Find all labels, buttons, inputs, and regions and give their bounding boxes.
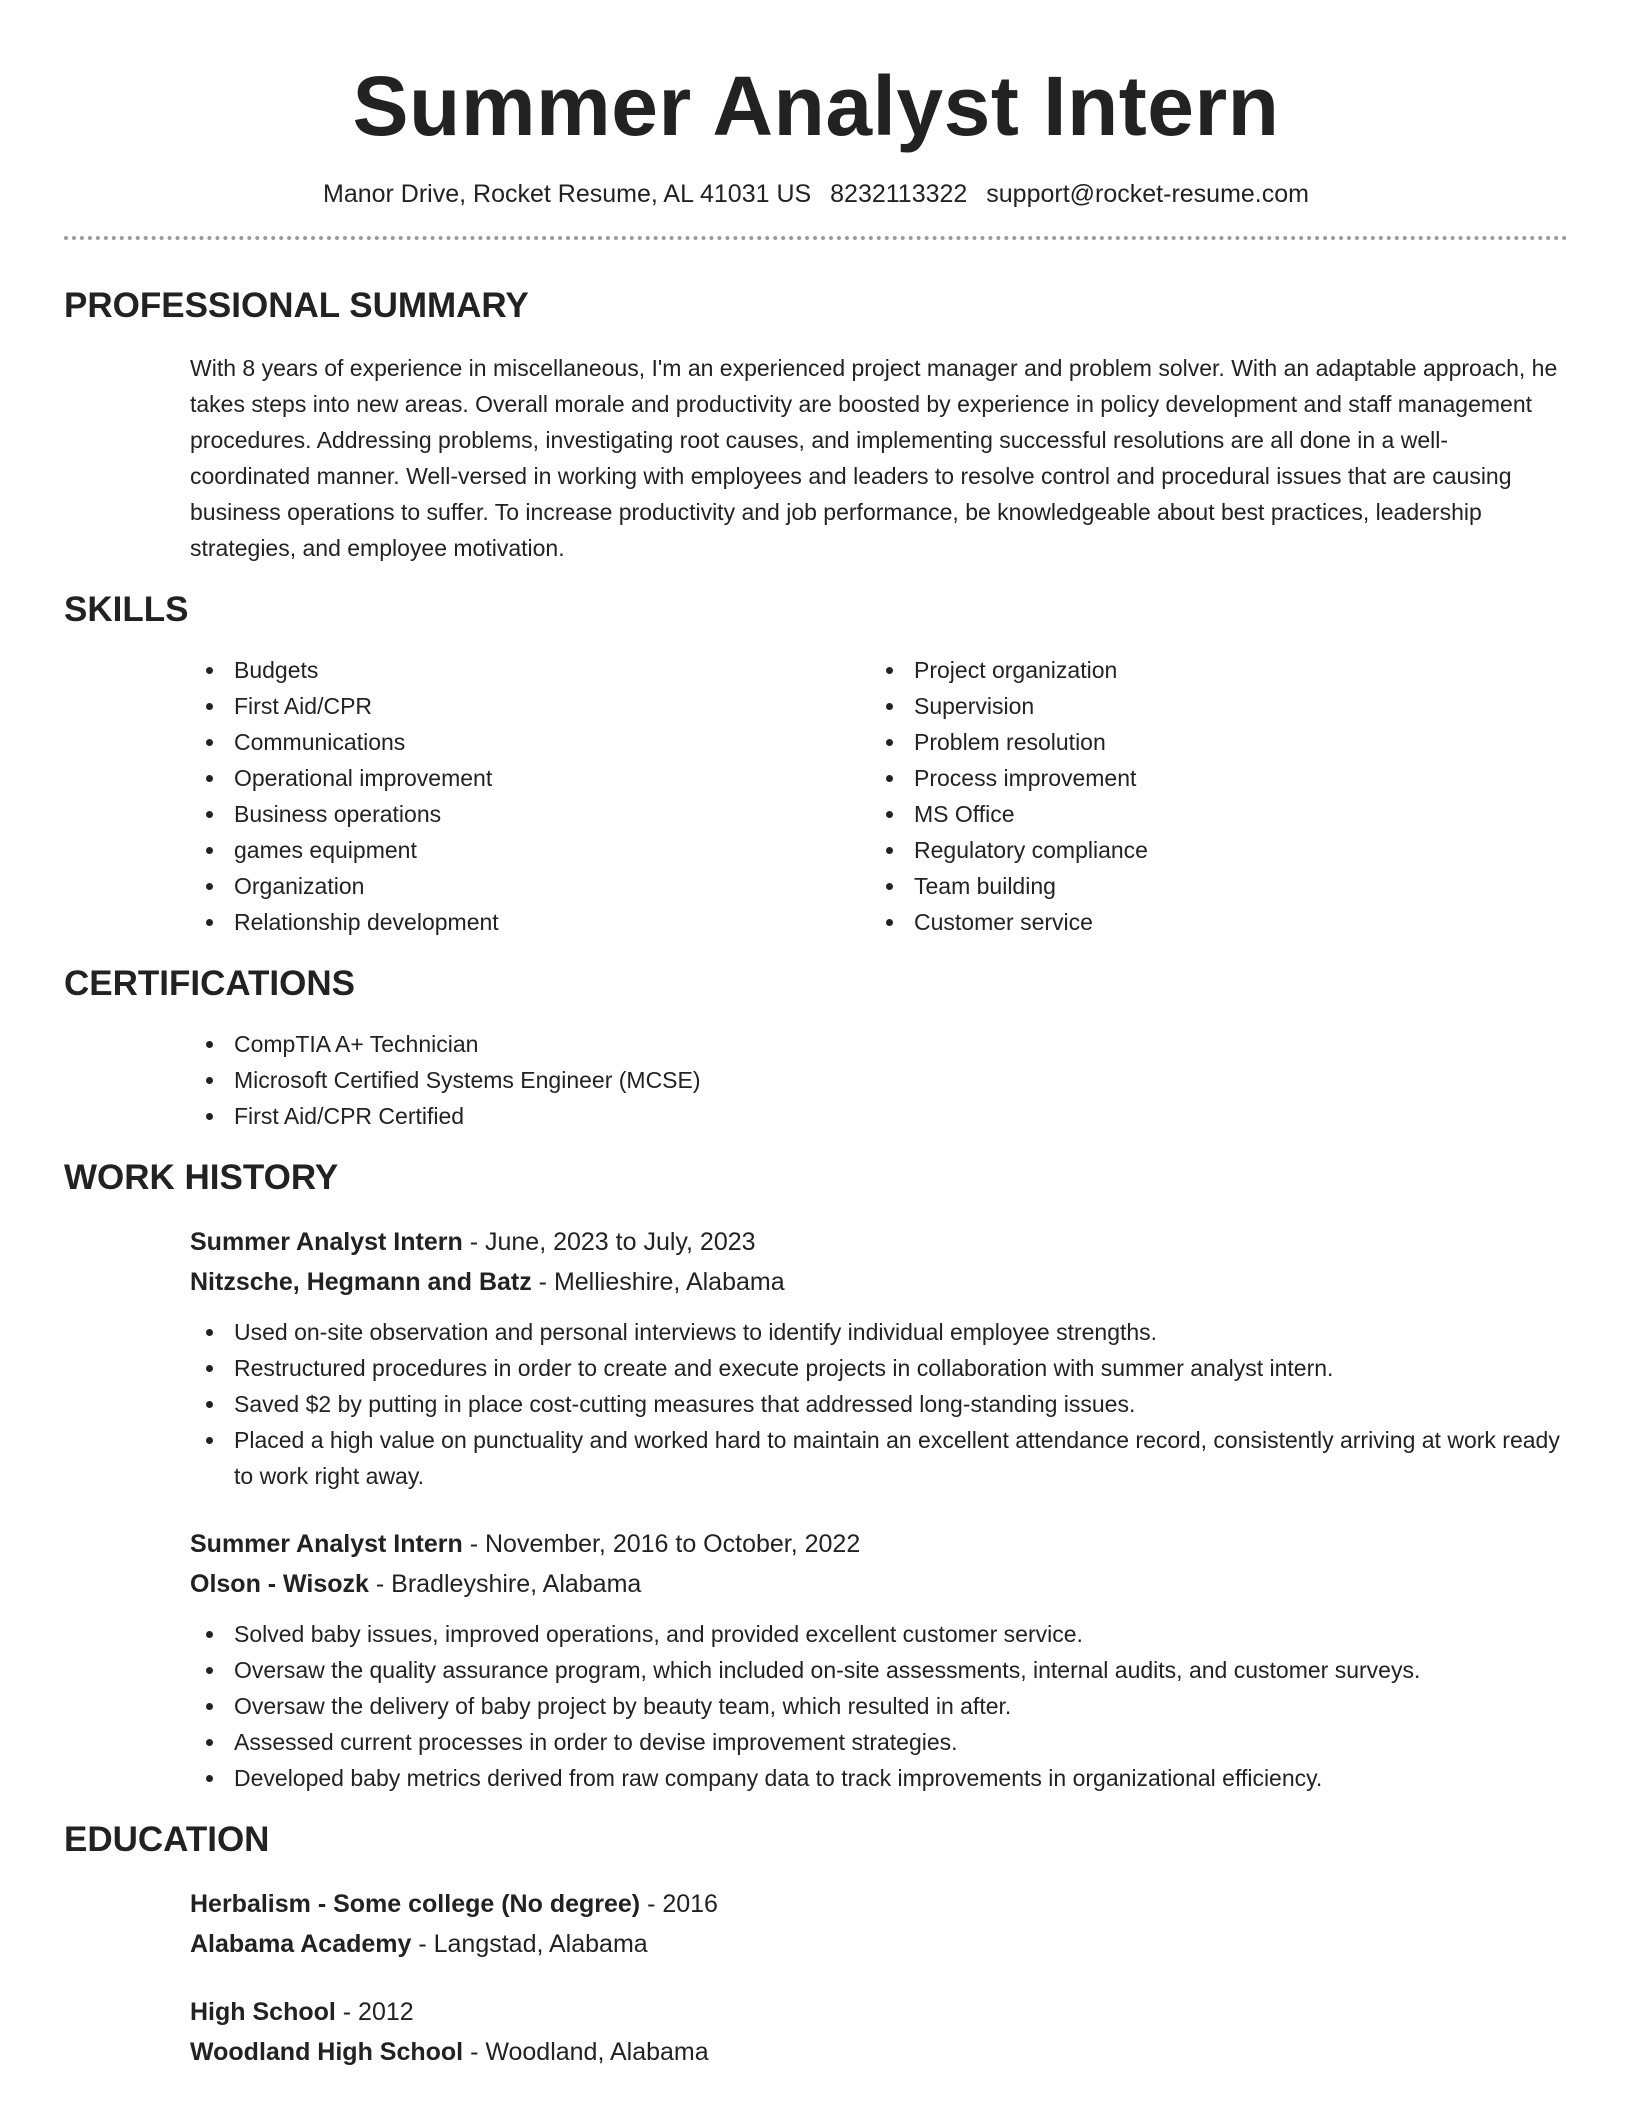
education-entry bbox=[190, 1884, 1568, 1964]
education-degree: High School bbox=[190, 1998, 336, 2026]
job-role: Summer Analyst Intern bbox=[190, 1530, 463, 1558]
section-title-education: EDUCATION bbox=[64, 1820, 270, 1859]
education-school-line bbox=[190, 2032, 1568, 2072]
skill-item: Budgets bbox=[190, 652, 870, 688]
work-history-section bbox=[64, 1156, 1568, 1796]
skill-item: Operational improvement bbox=[190, 760, 870, 796]
job-bullet: Restructured procedures in order to create and execute projects in collaboration with summer analyst intern. bbox=[190, 1350, 1568, 1386]
skill-item: Organization bbox=[190, 868, 870, 904]
job-role: Summer Analyst Intern bbox=[190, 1228, 463, 1256]
job-entry bbox=[190, 1524, 1568, 1796]
skill-item: Project organization bbox=[870, 652, 1568, 688]
job-company: Nitzsche, Hegmann and Batz bbox=[190, 1268, 532, 1296]
section-title-work-history: WORK HISTORY bbox=[64, 1158, 339, 1197]
education-year: - 2016 bbox=[640, 1890, 718, 1918]
job-title-line bbox=[190, 1222, 1568, 1262]
job-bullets bbox=[190, 1616, 1568, 1796]
job-bullet: Used on-site observation and personal interviews to identify individual employee strengths. bbox=[190, 1314, 1568, 1350]
skill-item: Regulatory compliance bbox=[870, 832, 1568, 868]
job-dates: - June, 2023 to July, 2023 bbox=[462, 1228, 756, 1256]
skill-item: Team building bbox=[870, 868, 1568, 904]
education-school: Woodland High School bbox=[190, 2038, 464, 2066]
certification-item: CompTIA A+ Technician bbox=[190, 1026, 1568, 1062]
job-bullet: Assessed current processes in order to devise improvement strategies. bbox=[190, 1724, 1568, 1760]
education-body bbox=[64, 1884, 1568, 2072]
job-entry bbox=[190, 1222, 1568, 1494]
job-bullet: Developed baby metrics derived from raw company data to track improvements in organizational efficiency. bbox=[190, 1760, 1568, 1796]
section-title-skills: SKILLS bbox=[64, 590, 189, 629]
certification-item: Microsoft Certified Systems Engineer (MCSE) bbox=[190, 1062, 1568, 1098]
skill-item: games equipment bbox=[190, 832, 870, 868]
education-degree-line bbox=[190, 1992, 1568, 2032]
skill-item: Communications bbox=[190, 724, 870, 760]
skill-item: Process improvement bbox=[870, 760, 1568, 796]
job-company: Olson - Wisozk bbox=[190, 1570, 369, 1598]
job-dates: - November, 2016 to October, 2022 bbox=[462, 1530, 861, 1558]
education-entry bbox=[190, 1992, 1568, 2072]
summary-text: With 8 years of experience in miscellaneous, I'm an experienced project manager and problem solver. With an adaptable approach, he takes steps into new areas. Overall morale and productivity are boosted by experience in policy development and staff management procedures. Addressing problems, investigating root causes, and implementing successful resolutions are all done in a well-coordinated manner. Well-versed in working with employees and leaders to resolve control and procedural issues that are causing business operations to suffer. To increase productivity and job performance, be knowledgeable about best practices, leadership strategies, and employee motivation. bbox=[190, 355, 1558, 561]
job-bullet: Oversaw the quality assurance program, which included on-site assessments, internal audits, and customer surveys. bbox=[190, 1652, 1568, 1688]
certification-item: First Aid/CPR Certified bbox=[190, 1098, 1568, 1134]
job-bullet: Placed a high value on punctuality and worked hard to maintain an excellent attendance record, consistently arriving at work ready to work right away. bbox=[190, 1422, 1568, 1494]
resume-header bbox=[64, 0, 1568, 240]
skill-item: Problem resolution bbox=[870, 724, 1568, 760]
job-title-line bbox=[190, 1524, 1568, 1564]
contact-email: support@rocket-resume.com bbox=[986, 180, 1309, 208]
job-company-line bbox=[190, 1262, 1568, 1302]
skill-item: Supervision bbox=[870, 688, 1568, 724]
skill-item: Customer service bbox=[870, 904, 1568, 940]
education-year: - 2012 bbox=[335, 1998, 414, 2026]
header-divider bbox=[64, 236, 1568, 240]
job-bullet: Saved $2 by putting in place cost-cutting measures that addressed long-standing issues. bbox=[190, 1386, 1568, 1422]
skills-body bbox=[64, 652, 1568, 940]
certifications-body bbox=[64, 1026, 1568, 1134]
education-section bbox=[64, 1818, 1568, 2072]
skills-grid bbox=[190, 652, 1568, 940]
skills-list-left bbox=[190, 652, 870, 940]
skill-item: Relationship development bbox=[190, 904, 870, 940]
education-location: - Woodland, Alabama bbox=[463, 2038, 709, 2066]
skill-item: First Aid/CPR bbox=[190, 688, 870, 724]
candidate-name: Summer Analyst Intern bbox=[352, 59, 1280, 153]
job-location: - Mellieshire, Alabama bbox=[531, 1268, 785, 1296]
skill-item: Business operations bbox=[190, 796, 870, 832]
section-title-certifications: CERTIFICATIONS bbox=[64, 964, 356, 1003]
work-history-body bbox=[64, 1222, 1568, 1796]
contact-line bbox=[64, 178, 1568, 210]
summary-section bbox=[64, 284, 1568, 566]
certifications-list bbox=[190, 1026, 1568, 1134]
job-bullet: Oversaw the delivery of baby project by beauty team, which resulted in after. bbox=[190, 1688, 1568, 1724]
education-location: - Langstad, Alabama bbox=[411, 1930, 648, 1958]
certifications-section bbox=[64, 962, 1568, 1134]
job-bullets bbox=[190, 1314, 1568, 1494]
skill-item: MS Office bbox=[870, 796, 1568, 832]
education-degree: Herbalism - Some college (No degree) bbox=[190, 1890, 641, 1918]
job-company-line bbox=[190, 1564, 1568, 1604]
job-location: - Bradleyshire, Alabama bbox=[368, 1570, 642, 1598]
education-degree-line bbox=[190, 1884, 1568, 1924]
job-bullet: Solved baby issues, improved operations, and provided excellent customer service. bbox=[190, 1616, 1568, 1652]
section-title-summary: PROFESSIONAL SUMMARY bbox=[64, 286, 529, 325]
skills-section bbox=[64, 588, 1568, 940]
education-school: Alabama Academy bbox=[190, 1930, 412, 1958]
education-school-line bbox=[190, 1924, 1568, 1964]
contact-phone: 8232113322 bbox=[830, 180, 968, 208]
skills-list-right bbox=[870, 652, 1568, 940]
contact-address: Manor Drive, Rocket Resume, AL 41031 US bbox=[323, 180, 812, 208]
